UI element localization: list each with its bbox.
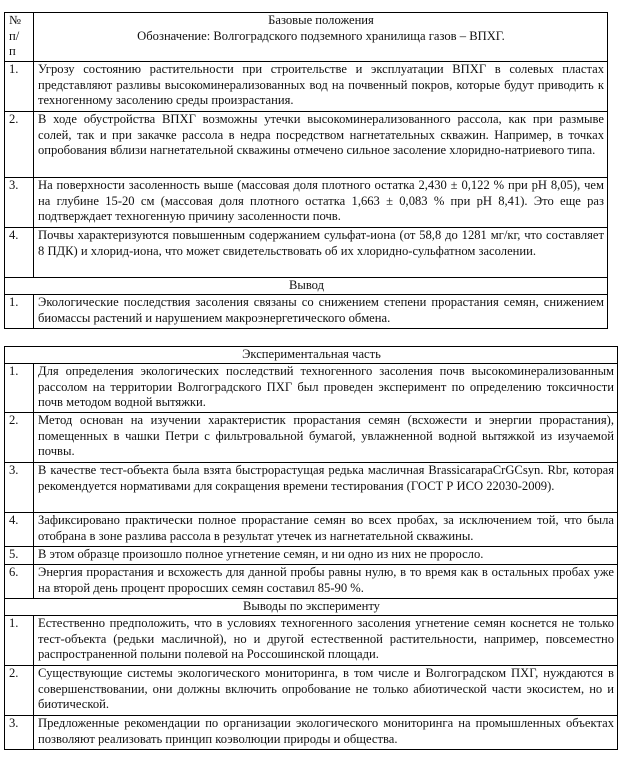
table-row [5, 616, 618, 666]
number-header-line: п/ [9, 28, 20, 43]
table-row [5, 62, 608, 112]
row-text: Предложенные рекомендации по организации экологического мониторинга на промышленных объектах позволяют реализовать принцип коэволюции природы и общества. [34, 716, 618, 750]
table-row [5, 547, 618, 565]
table-row [5, 413, 618, 463]
table-row [5, 112, 608, 178]
row-number: 1. [5, 295, 34, 329]
experimental-part-title: Экспериментальная часть [5, 347, 618, 364]
basic-provisions-table [4, 12, 608, 329]
row-number: 3. [5, 178, 34, 228]
row-text: Зафиксировано практически полное прорастание семян во всех пробах, за исключением той, что была отобрана в зоне разлива рассола в результат утечек из нагнетательной скважины. [34, 513, 618, 547]
conclusion-title: Вывод [5, 278, 608, 295]
experimental-part-table [4, 346, 618, 750]
number-column-header [5, 13, 34, 62]
row-number: 1. [5, 364, 34, 413]
row-number: 6. [5, 565, 34, 599]
row-text: В этом образце произошло полное угнетение семян, и ни одно из них не проросло. [34, 547, 618, 565]
table-title: Базовые положения [268, 13, 374, 27]
row-text: На поверхности засоленность выше (массовая доля плотного остатка 2,430 ± 0,122 % при pH 8,05), чем на глубине 15-20 см (массовая доля плотного остатка 1,663 ± 0,083 % при pH 8,41). Это еще раз подтверждает техногенную причину засоленности почв. [34, 178, 608, 228]
table-subtitle: Обозначение: Волгоградского подземного хранилища газов – ВПХГ. [137, 28, 505, 43]
row-number: 5. [5, 547, 34, 565]
row-text: Существующие системы экологического мониторинга, в том числе и Волгоградском ПХГ, нуждаются в совершенствовании, они должны включить опробование не только абиотической части экосистем, но и биотической. [34, 666, 618, 716]
row-text: В ходе обустройства ВПХГ возможны утечки высокоминерализованного рассола, как при размыве солей, так и при закачке рассола в недра посредством нагнетательных скважин. Например, в точках опробования вблизи нагнетательной скважины отмечено сильное засоление хлоридно-натриевого типа. [34, 112, 608, 178]
row-number: 2. [5, 666, 34, 716]
table-header-row [5, 13, 608, 62]
table-row [5, 463, 618, 513]
row-text: Угрозу состоянию растительности при строительстве и эксплуатации ВПХГ в солевых пластах представляют разливы высокоминерализованных вод на почвенный покров, которые будут приводить к техногенному засолению среды произрастания. [34, 62, 608, 112]
table-title-cell [34, 13, 608, 62]
row-number: 2. [5, 112, 34, 178]
row-number: 2. [5, 413, 34, 463]
number-header-line: № [9, 13, 22, 27]
row-number: 3. [5, 463, 34, 513]
row-text: Естественно предположить, что в условиях техногенного засоления угнетение семян коснется не только тест-объекта (редьки масличной), но и другой естественной растительности, например, повсеместно распространенной полыни полевой на Россошинской площади. [34, 616, 618, 666]
row-number: 3. [5, 716, 34, 750]
table-row [5, 364, 618, 413]
row-number: 4. [5, 228, 34, 278]
table-row [5, 716, 618, 750]
section-header-row [5, 599, 618, 616]
section-header-row [5, 278, 608, 295]
row-text: Энергия прорастания и всхожесть для данной пробы равны нулю, в то время как в остальных пробах уже на второй день процент проросших семян составил 85-90 %. [34, 565, 618, 599]
table-row [5, 666, 618, 716]
row-text: Для определения экологических последствий техногенного засоления почв высокоминерализованным рассолом на территории Волгоградского ПХГ был проведен эксперимент по определению токсичности почв методом водной вытяжки. [34, 364, 618, 413]
table-row [5, 565, 618, 599]
row-number: 1. [5, 616, 34, 666]
table-row [5, 295, 608, 329]
row-text: Почвы характеризуются повышенным содержанием сульфат-иона (от 58,8 до 1281 мг/кг, что составляет 8 ПДК) и хлорид-иона, что может свидетельствовать об их хлоридно-сульфатном засолении. [34, 228, 608, 278]
row-number: 1. [5, 62, 34, 112]
row-text: В качестве тест-объекта была взята быстрорастущая редька масличная BrassicarapaCrGCsyn. Rbr, которая рекомендуется нормативами для сокращения времени тестирования (ГОСТ Р ИСО 22030-2009). [34, 463, 618, 513]
table-row [5, 178, 608, 228]
row-text: Экологические последствия засоления связаны со снижением степени прорастания семян, снижением биомассы растений и нарушением макроэнергетического обмена. [34, 295, 608, 329]
table-row [5, 228, 608, 278]
number-header-line: п [9, 44, 16, 59]
experiment-conclusions-title: Выводы по эксперименту [5, 599, 618, 616]
section-header-row [5, 347, 618, 364]
row-text: Метод основан на изучении характеристик прорастания семян (всхожести и энергии прорастания), помещенных в чашки Петри с фильтровальной бумагой, увлажненной водной вытяжкой из изучаемой почвы. [34, 413, 618, 463]
row-number: 4. [5, 513, 34, 547]
table-row [5, 513, 618, 547]
